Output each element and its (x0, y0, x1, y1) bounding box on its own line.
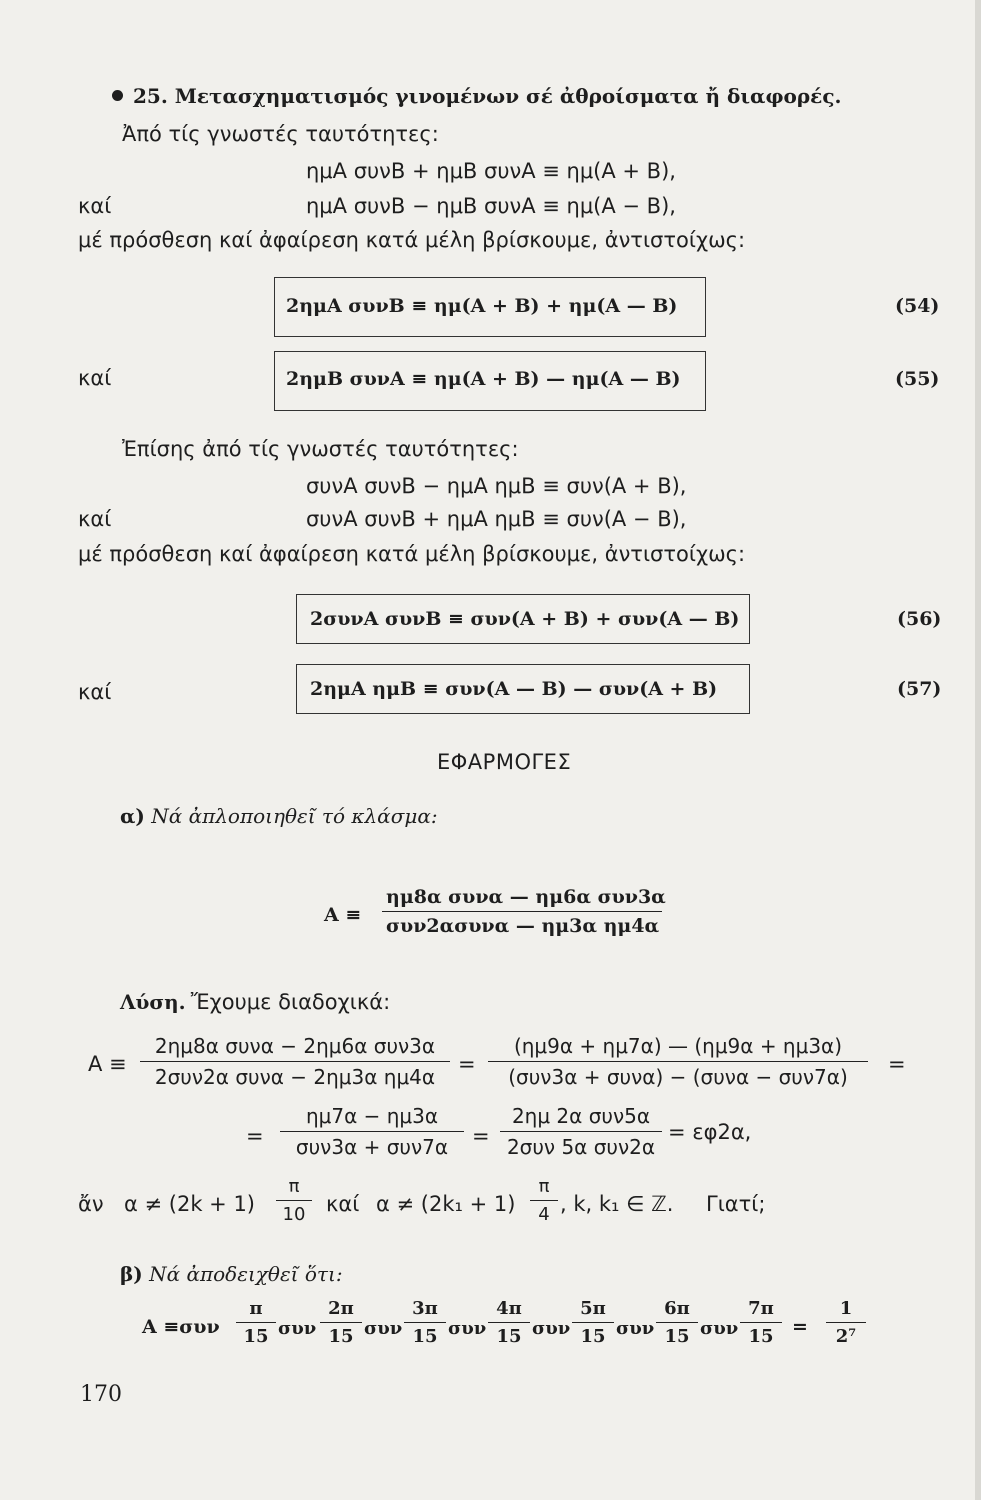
b-fraction-4 (488, 1298, 530, 1347)
kai-label-4: καί (78, 680, 112, 704)
solution-fraction-1-denominator: 2συν2α συνα − 2ημ3α ημ4α (154, 1065, 436, 1089)
condition-1: α ≠ (2k + 1) (124, 1192, 256, 1216)
b-syn-2: συν (364, 1318, 403, 1339)
result-text-2: μέ πρόσθεση καί ἀφαίρεση κατά μέλη βρίσκουμε, ἀντιστοίχως: (78, 542, 746, 566)
solution-fraction-4 (500, 1104, 662, 1159)
equals-sign-3: = (246, 1124, 264, 1148)
b-fraction-4-numerator: 4π (496, 1298, 522, 1319)
condition-fraction-2 (530, 1176, 558, 1225)
condition-why: Γιατί; (706, 1192, 766, 1216)
b-fraction-3 (404, 1298, 446, 1347)
b-fraction-6-denominator: 15 (664, 1326, 690, 1347)
formula-54: 2ημΑ συνΒ ≡ ημ(Α + Β) + ημ(Α — Β) (286, 295, 678, 317)
identity-4: συνΑ συνΒ + ημΑ ημΒ ≡ συν(Α − Β), (306, 507, 687, 531)
b-syn-6: συν (700, 1318, 739, 1339)
formula-56: 2συνΑ συνΒ ≡ συν(Α + Β) + συν(Α — Β) (310, 608, 740, 630)
identity-3: συνΑ συνΒ − ημΑ ημΒ ≡ συν(Α + Β), (306, 474, 687, 498)
b-fraction-3-denominator: 15 (412, 1326, 438, 1347)
condition-fraction-1-numerator: π (288, 1176, 300, 1197)
condition-kai: καί (326, 1192, 360, 1216)
intro-text-1: Ἀπό τίς γνωστές ταυτότητες: (122, 122, 439, 146)
solution-fraction-2-numerator: (ημ9α + ημ7α) — (ημ9α + ημ3α) (513, 1034, 843, 1058)
kai-label-1: καί (78, 194, 112, 218)
equals-sign-4: = (472, 1124, 490, 1148)
b-fraction-1-denominator: 15 (243, 1326, 269, 1347)
solution-fraction-2 (488, 1034, 868, 1089)
page-edge (975, 0, 981, 1500)
application-b-label: β) (120, 1262, 143, 1286)
b-lhs: Α ≡συν (142, 1316, 220, 1338)
formula-55: 2ημΒ συνΑ ≡ ημ(Α + Β) — ημ(Α — Β) (286, 368, 681, 390)
condition-fraction-1 (276, 1176, 312, 1225)
solution-fraction-3 (280, 1104, 464, 1159)
section-heading-text: 25. Μετασχηματισμός γινομένων σέ ἀθροίσματα ἤ διαφορές. (133, 84, 842, 108)
equation-tag-57: (57) (897, 678, 942, 700)
solution-fraction-1-numerator: 2ημ8α συνα − 2ημ6α συν3α (154, 1034, 436, 1058)
b-fraction-1-numerator: π (249, 1298, 263, 1319)
application-a-label: α) (120, 804, 145, 828)
condition-tail: , k, k₁ ∈ ℤ. (560, 1192, 674, 1216)
identity-1: ημΑ συνΒ + ημΒ συνΑ ≡ ημ(Α + Β), (306, 159, 676, 183)
intro-text-2: Ἐπίσης ἀπό τίς γνωστές ταυτότητες: (122, 437, 519, 461)
solution-fraction-3-denominator: συν3α + συν7α (295, 1135, 449, 1159)
equals-sign-1: = (458, 1052, 476, 1076)
solution-label: Λύση. (120, 990, 186, 1014)
b-fraction-5 (572, 1298, 614, 1347)
a-fraction-denominator: συν2ασυνα — ημ3α ημ4α (386, 915, 660, 937)
kai-label-2: καί (78, 366, 112, 390)
solution-fraction-4-numerator: 2ημ 2α συν5α (511, 1104, 651, 1128)
applications-title: ΕΦΑΡΜΟΓΕΣ (437, 750, 572, 774)
b-fraction-3-numerator: 3π (412, 1298, 438, 1319)
application-a (120, 804, 438, 828)
b-fraction-5-numerator: 5π (580, 1298, 606, 1319)
b-fraction-2 (320, 1298, 362, 1347)
solution-result: = εφ2α, (668, 1120, 752, 1144)
bullet-icon (112, 90, 123, 101)
result-text-1: μέ πρόσθεση καί ἀφαίρεση κατά μέλη βρίσκουμε, ἀντιστοίχως: (78, 228, 746, 252)
kai-label-3: καί (78, 507, 112, 531)
equation-tag-55: (55) (895, 368, 940, 390)
application-b (120, 1262, 343, 1286)
application-b-text: Νά ἀποδειχθεῖ ὅτι: (149, 1262, 343, 1286)
formula-57: 2ημΑ ημΒ ≡ συν(Α — Β) — συν(Α + Β) (310, 678, 718, 700)
b-syn-1: συν (278, 1318, 317, 1339)
section-heading (112, 84, 841, 108)
application-a-text: Νά ἀπλοποιηθεῖ τό κλάσμα: (151, 804, 438, 828)
identity-2: ημΑ συνΒ − ημΒ συνΑ ≡ ημ(Α − Β), (306, 194, 676, 218)
page-number: 170 (80, 1382, 122, 1407)
solution-fraction-2-denominator: (συν3α + συνα) − (συνα − συν7α) (508, 1065, 848, 1089)
b-fraction-4-denominator: 15 (496, 1326, 522, 1347)
b-fraction-7 (740, 1298, 782, 1347)
equals-sign-2: = (888, 1052, 906, 1076)
b-equals: = (792, 1316, 808, 1338)
solution-fraction-3-numerator: ημ7α − ημ3α (305, 1104, 439, 1128)
b-syn-4: συν (532, 1318, 571, 1339)
b-syn-5: συν (616, 1318, 655, 1339)
condition-fraction-1-denominator: 10 (282, 1204, 306, 1225)
equation-tag-56: (56) (897, 608, 942, 630)
a-lhs: Α ≡ (324, 904, 362, 926)
b-fraction-1 (236, 1298, 276, 1347)
b-rhs-numerator: 1 (839, 1298, 853, 1319)
solution-lhs: Α ≡ (88, 1052, 127, 1076)
condition-fraction-2-numerator: π (538, 1176, 550, 1197)
b-fraction-2-denominator: 15 (328, 1326, 354, 1347)
a-fraction-numerator: ημ8α συνα — ημ6α συν3α (386, 886, 666, 908)
condition-2: α ≠ (2k₁ + 1) (376, 1192, 516, 1216)
solution-fraction-4-denominator: 2συν 5α συν2α (506, 1135, 656, 1159)
b-fraction-7-denominator: 15 (748, 1326, 774, 1347)
equation-tag-54: (54) (895, 295, 940, 317)
b-rhs-denominator: 2⁷ (835, 1326, 857, 1347)
b-fraction-2-numerator: 2π (328, 1298, 354, 1319)
b-fraction-7-numerator: 7π (748, 1298, 774, 1319)
b-fraction-5-denominator: 15 (580, 1326, 606, 1347)
condition-an: ἄν (78, 1192, 104, 1216)
solution-fraction-1 (140, 1034, 450, 1089)
a-fraction (382, 886, 666, 937)
condition-fraction-2-denominator: 4 (538, 1204, 550, 1225)
solution-text: Ἔχουμε διαδοχικά: (190, 990, 391, 1014)
b-rhs-fraction (826, 1298, 866, 1347)
b-fraction-6-numerator: 6π (664, 1298, 690, 1319)
b-fraction-6 (656, 1298, 698, 1347)
solution (120, 990, 390, 1014)
b-syn-3: συν (448, 1318, 487, 1339)
